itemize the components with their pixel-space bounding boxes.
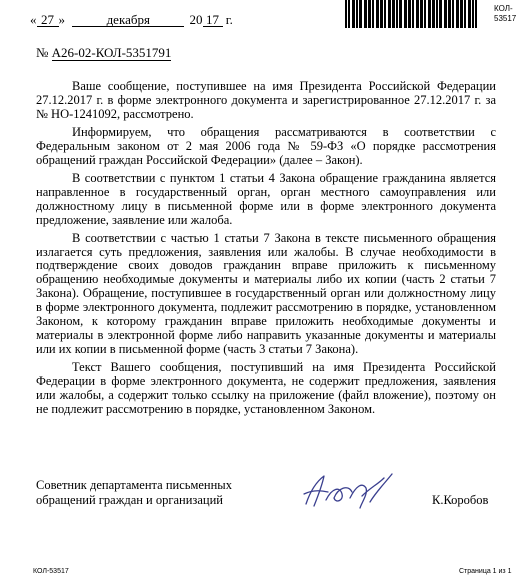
signatory-title (36, 478, 232, 508)
stamp-code-line2: 53517 (494, 14, 517, 23)
signatory-name: К.Коробов (432, 493, 489, 507)
signatory-title-line2: обращений граждан и организаций (36, 493, 223, 507)
stamp-code-line1: КОЛ- (494, 4, 513, 13)
footer-page-number: Страница 1 из 1 (459, 568, 512, 575)
date-year-prefix: 20 (189, 12, 203, 27)
date-year-unit: г. (225, 12, 233, 27)
paragraph-4: В соответствии с частью 1 статьи 7 Закона в тексте письменного обращения излагается суть предложения, заявления или жалобы. В случае необходимости в подтверждение своих доводов гражданин вправе приложить к письменному обращению необходимые документы и материалы либо их копии (часть 2 статьи 7 Закона). Обращение, поступившее в государственный орган или должностному лицу в форме электронного документа, подлежит рассмотрению в порядке, установленном Законом, к которому гражданин вправе приложить необходимые документы и материалы в электронной форме либо направить указанные документы и материалы или их копии в письменной форме (часть 3 статьи 7 Закона). (36, 230, 496, 356)
paragraph-2: Информируем, что обращения рассматриваются в соответствии с Федеральным законом от 2 мая 2006 года № 59-ФЗ «О порядке рассмотрения обращений граждан Российской Федерации» (далее – Закон). (36, 124, 496, 167)
date-month: декабря (72, 13, 184, 27)
document-date (30, 12, 233, 28)
paragraph-1: Ваше сообщение, поступившее на имя Президента Российской Федерации 27.12.2017 г. в форме электронного документа и зарегистрированное 27.12.2017 г. за № НО-1241092, рассмотрено. (36, 79, 496, 121)
document-number-prefix: № (36, 45, 49, 60)
date-year-suffix: 17 (203, 13, 223, 27)
paragraph-3: В соответствии с пунктом 1 статьи 4 Закона обращение гражданина является направленное в государственный орган, орган местного самоуправления или должностному лицу в письменной форме или в форме электронного документа предложение, заявление или жалоба. (36, 170, 496, 227)
signatory-title-line1: Советник департамента письменных (36, 478, 232, 492)
handwritten-signature (300, 468, 396, 512)
document-number-value: А26-02-КОЛ-5351791 (51, 45, 172, 60)
registration-stamp-box (345, 0, 477, 28)
stamp-code (494, 4, 516, 24)
letter-body (36, 80, 496, 421)
footer-code: КОЛ-53517 (33, 568, 69, 575)
date-open-quote: « (30, 12, 37, 27)
document-number (36, 45, 171, 61)
date-day: 27 (37, 13, 59, 27)
paragraph-5: Текст Вашего сообщения, поступивший на имя Президента Российской Федерации в форме электронного документа, не содержит предложения, заявления или жалобы, а содержит только ссылку на приложение (файл вложение), поэтому он не подлежит рассмотрению в порядке, установленном Законом. (36, 359, 496, 416)
date-close-quote: » (58, 12, 65, 27)
